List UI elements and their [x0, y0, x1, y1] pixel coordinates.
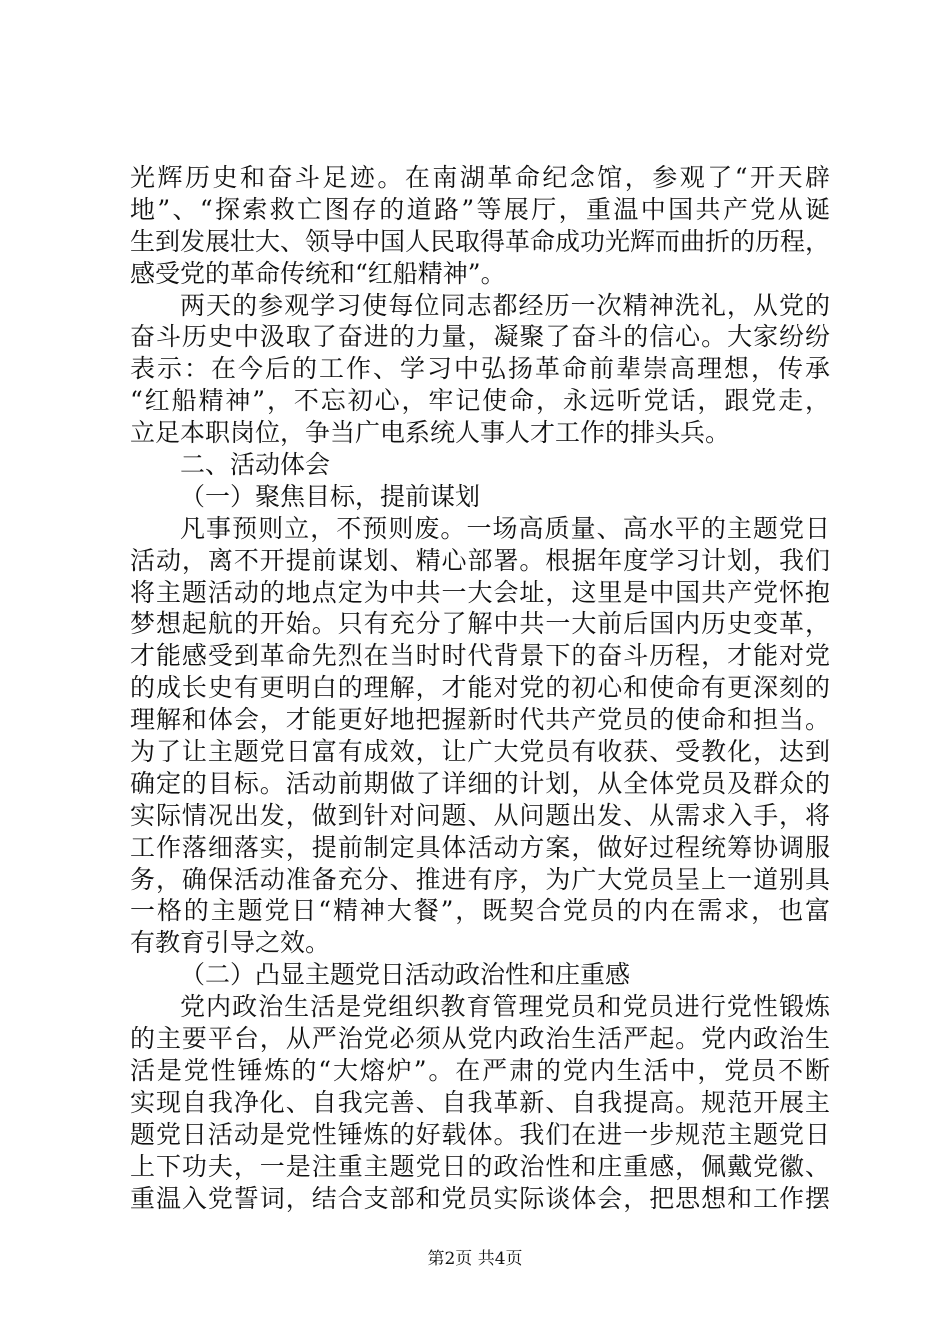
paragraph-first-line: 党内政治生活是党组织教育管理党员和党员进行党性锻炼 — [180, 992, 830, 1022]
text-line: 生到发展壮大、领导中国人民取得革命成功光辉而曲折的历程， — [130, 226, 831, 256]
text-line: 感受党的革命传统和“红船精神”。 — [130, 258, 506, 288]
text-line: 活是党性锤炼的“大熔炉”。在严肃的党内生活中，党员不断 — [130, 1055, 830, 1085]
text-line: 务，确保活动准备充分、推进有序，为广大党员呈上一道别具 — [130, 864, 830, 894]
text-line: 表示：在今后的工作、学习中弘扬革命前辈崇高理想，传承 — [130, 354, 830, 384]
page-footer — [0, 1244, 950, 1269]
paragraph-first-line: 两天的参观学习使每位同志都经历一次精神洗礼，从党的 — [180, 290, 830, 320]
page-number: 第2页 共4页 — [427, 1249, 523, 1269]
text-line: 光辉历史和奋斗足迹。在南湖革命纪念馆，参观了“开天辟 — [130, 163, 830, 192]
text-line: 奋斗历史中汲取了奋进的力量，凝聚了奋斗的信心。大家纷纷 — [130, 322, 830, 352]
subsection-heading: （一）聚焦目标，提前谋划 — [180, 481, 481, 511]
text-line: “红船精神”，不忘初心，牢记使命，永远听党话，跟党走， — [130, 386, 830, 416]
paragraph-first-line: 凡事预则立，不预则废。一场高质量、高水平的主题党日 — [180, 513, 830, 543]
text-line: 工作落细落实，提前制定具体活动方案，做好过程统筹协调服 — [130, 832, 830, 862]
text-line: 理解和体会，才能更好地把握新时代共产党员的使命和担当。 — [130, 705, 830, 735]
text-line: 的主要平台，从严治党必须从党内政治生活严起。党内政治生 — [130, 1024, 830, 1054]
subsection-heading: （二）凸显主题党日活动政治性和庄重感 — [180, 960, 631, 990]
text-line: 梦想起航的开始。只有充分了解中共一大前后国内历史变革， — [130, 609, 830, 639]
text-line: 题党日活动是党性锤炼的好载体。我们在进一步规范主题党日 — [130, 1119, 830, 1149]
section-heading: 二、活动体会 — [180, 450, 331, 480]
text-line: 将主题活动的地点定为中共一大会址，这里是中国共产党怀抱 — [130, 577, 830, 607]
text-line: 的成长史有更明白的理解，才能对党的初心和使命有更深刻的 — [130, 673, 830, 703]
text-line: 上下功夫，一是注重主题党日的政治性和庄重感，佩戴党徽、 — [130, 1151, 830, 1181]
document-body — [130, 162, 830, 1214]
text-line: 为了让主题党日富有成效，让广大党员有收获、受教化，达到 — [130, 737, 830, 767]
text-line: 重温入党誓词，结合支部和党员实际谈体会，把思想和工作摆 — [130, 1183, 830, 1213]
text-line: 实际情况出发，做到针对问题、从问题出发、从需求入手，将 — [130, 800, 830, 830]
text-line: 一格的主题党日“精神大餐”，既契合党员的内在需求，也富 — [130, 896, 830, 926]
text-line: 确定的目标。活动前期做了详细的计划，从全体党员及群众的 — [130, 768, 830, 798]
text-line: 实现自我净化、自我完善、自我革新、自我提高。规范开展主 — [130, 1087, 830, 1117]
text-line: 立足本职岗位，争当广电系统人事人才工作的排头兵。 — [130, 418, 731, 448]
text-line: 才能感受到革命先烈在当时时代背景下的奋斗历程，才能对党 — [130, 641, 830, 671]
text-line: 活动，离不开提前谋划、精心部署。根据年度学习计划，我们 — [130, 545, 830, 575]
text-line: 有教育引导之效。 — [130, 928, 331, 958]
text-line: 地”、“探索救亡图存的道路”等展厅，重温中国共产党从诞 — [130, 194, 830, 224]
